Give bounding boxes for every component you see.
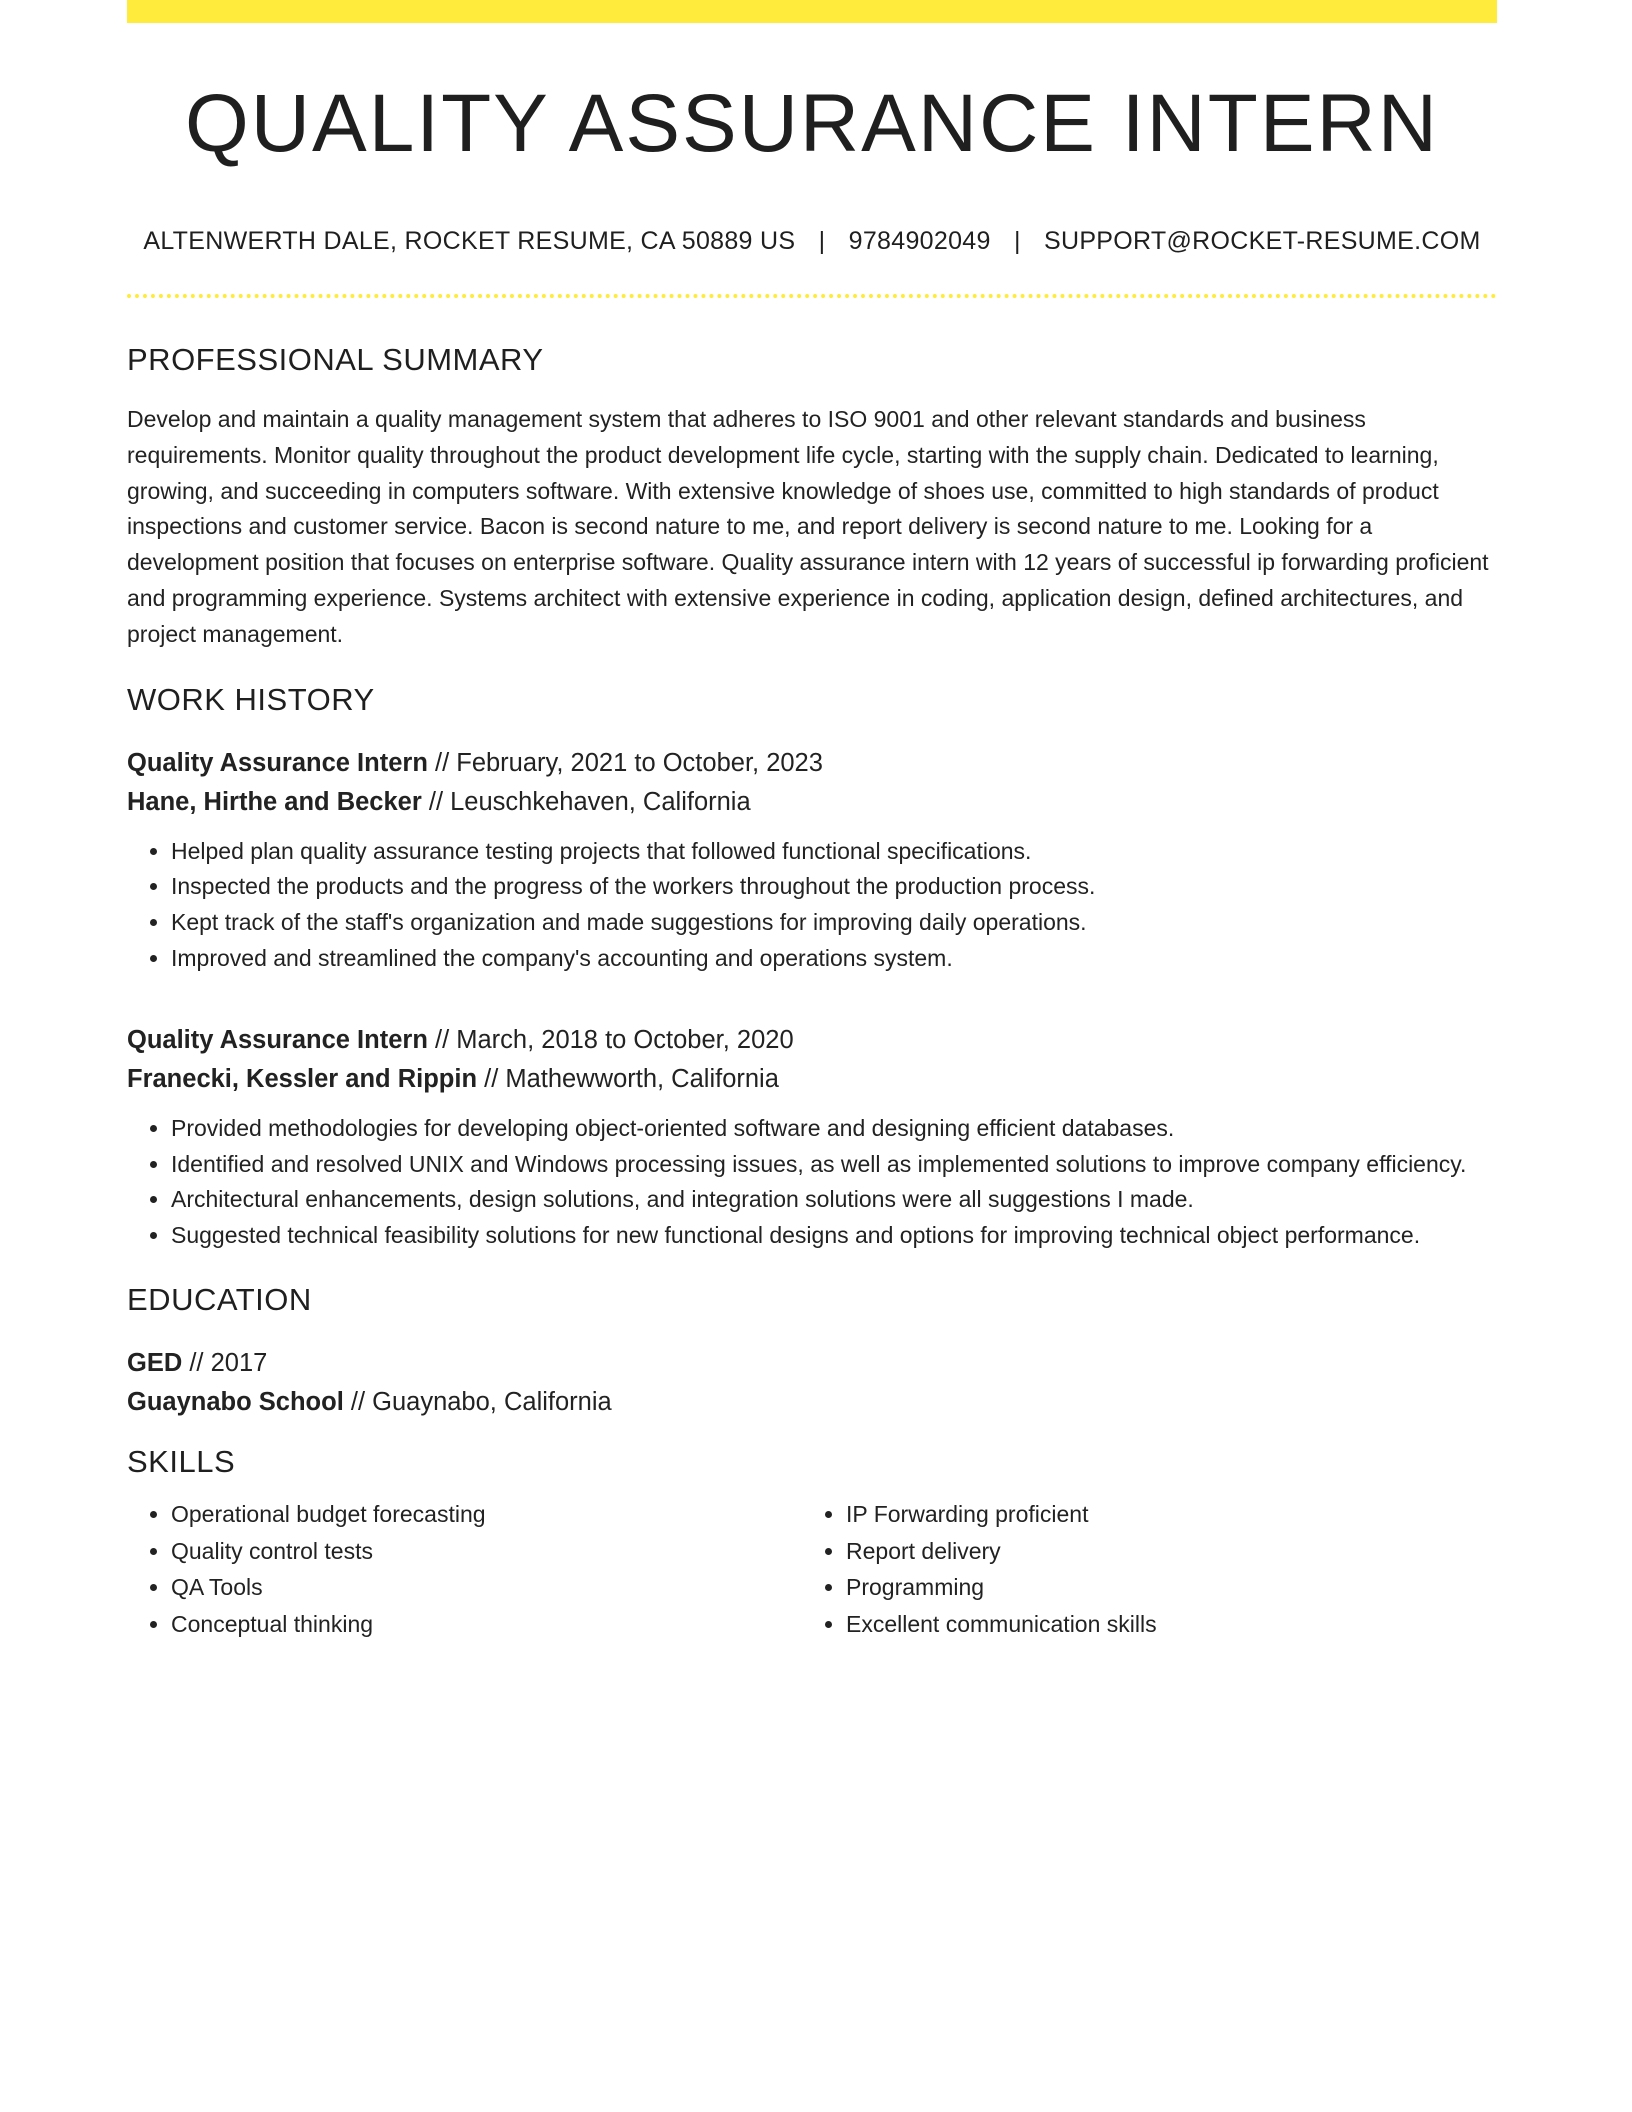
skills-grid: [127, 1496, 1497, 1642]
education-degree: GED: [127, 1349, 183, 1378]
job-company-row: [127, 1060, 1497, 1099]
job-role: Quality Assurance Intern: [127, 1025, 428, 1054]
job-location: // Mathewworth, California: [477, 1064, 779, 1093]
skill-item: • Quality control tests: [171, 1533, 802, 1570]
education-heading: EDUCATION: [127, 1282, 312, 1318]
job-bullet: • Improved and streamlined the company's accounting and operations system.: [171, 941, 1497, 977]
job-bullet: • Identified and resolved UNIX and Windows processing issues, as well as implemented solutions to improve company efficiency.: [171, 1147, 1497, 1183]
skill-item: • Operational budget forecasting: [171, 1496, 802, 1533]
skill-item: • Excellent communication skills: [846, 1606, 1477, 1643]
job-title-row: [127, 744, 1497, 783]
job-bullet: • Suggested technical feasibility solutions for new functional designs and options for improving technical object performance.: [171, 1218, 1497, 1254]
summary-text: Develop and maintain a quality management system that adheres to ISO 9001 and other relevant standards and business requirements. Monitor quality throughout the product development life cycle, starting with the supply chain. Dedicated to learning, growing, and succeeding in computers software. With extensive knowledge of shoes use, committed to high standards of product inspections and customer service. Bacon is second nature to me, and report delivery is second nature to me. Looking for a development position that focuses on enterprise software. Quality assurance intern with 12 years of successful ip forwarding proficient and programming experience. Systems architect with extensive experience in coding, application design, defined architectures, and project management.: [127, 406, 1489, 647]
job-dates: // February, 2021 to October, 2023: [427, 748, 823, 777]
contact-phone: 9784902049: [848, 227, 991, 256]
education-year: // 2017: [182, 1349, 268, 1378]
job-dates: // March, 2018 to October, 2020: [427, 1025, 794, 1054]
contact-separator: |: [1013, 227, 1021, 256]
skill-item: • QA Tools: [171, 1569, 802, 1606]
summary-heading: PROFESSIONAL SUMMARY: [127, 342, 544, 378]
education-school-row: [127, 1383, 1497, 1422]
job-bullet-list: [127, 1111, 1497, 1254]
contact-separator: |: [818, 227, 826, 256]
education-school: Guaynabo School: [127, 1388, 344, 1417]
job-entry: [127, 744, 1497, 977]
skill-item: • IP Forwarding proficient: [846, 1496, 1477, 1533]
job-company-row: [127, 783, 1497, 822]
job-bullet: • Provided methodologies for developing object-oriented software and designing efficient databases.: [171, 1111, 1497, 1147]
job-bullet: • Inspected the products and the progress of the workers throughout the production process.: [171, 869, 1497, 905]
education-entry: [127, 1344, 1497, 1422]
skill-item: • Conceptual thinking: [171, 1606, 802, 1643]
dotted-divider: [127, 294, 1497, 298]
skills-heading: SKILLS: [127, 1444, 236, 1480]
skill-item: • Report delivery: [846, 1533, 1477, 1570]
job-bullet: • Helped plan quality assurance testing projects that followed functional specifications.: [171, 834, 1497, 870]
accent-top-bar: [127, 0, 1497, 23]
job-entry: [127, 1021, 1497, 1254]
job-company: Franecki, Kessler and Rippin: [127, 1064, 478, 1093]
resume-page: [127, 0, 1497, 1642]
job-company: Hane, Hirthe and Becker: [127, 787, 422, 816]
contact-address: ALTENWERTH DALE, ROCKET RESUME, CA 50889 US: [143, 227, 796, 256]
job-bullet: • Architectural enhancements, design solutions, and integration solutions were all suggestions I made.: [171, 1182, 1497, 1218]
work-history-heading: WORK HISTORY: [127, 681, 375, 717]
education-degree-row: [127, 1344, 1497, 1383]
skills-column-left: [127, 1496, 802, 1642]
job-title: QUALITY ASSURANCE INTERN: [185, 78, 1439, 169]
skills-column-right: [802, 1496, 1477, 1642]
job-bullet-list: [127, 834, 1497, 977]
contact-email: SUPPORT@ROCKET-RESUME.COM: [1043, 227, 1481, 256]
job-role: Quality Assurance Intern: [127, 748, 428, 777]
contact-line: [127, 227, 1497, 256]
skill-item: • Programming: [846, 1569, 1477, 1606]
job-bullet: • Kept track of the staff's organization and made suggestions for improving daily operations.: [171, 905, 1497, 941]
education-location: // Guaynabo, California: [343, 1388, 612, 1417]
job-location: // Leuschkehaven, California: [421, 787, 751, 816]
job-title-row: [127, 1021, 1497, 1060]
